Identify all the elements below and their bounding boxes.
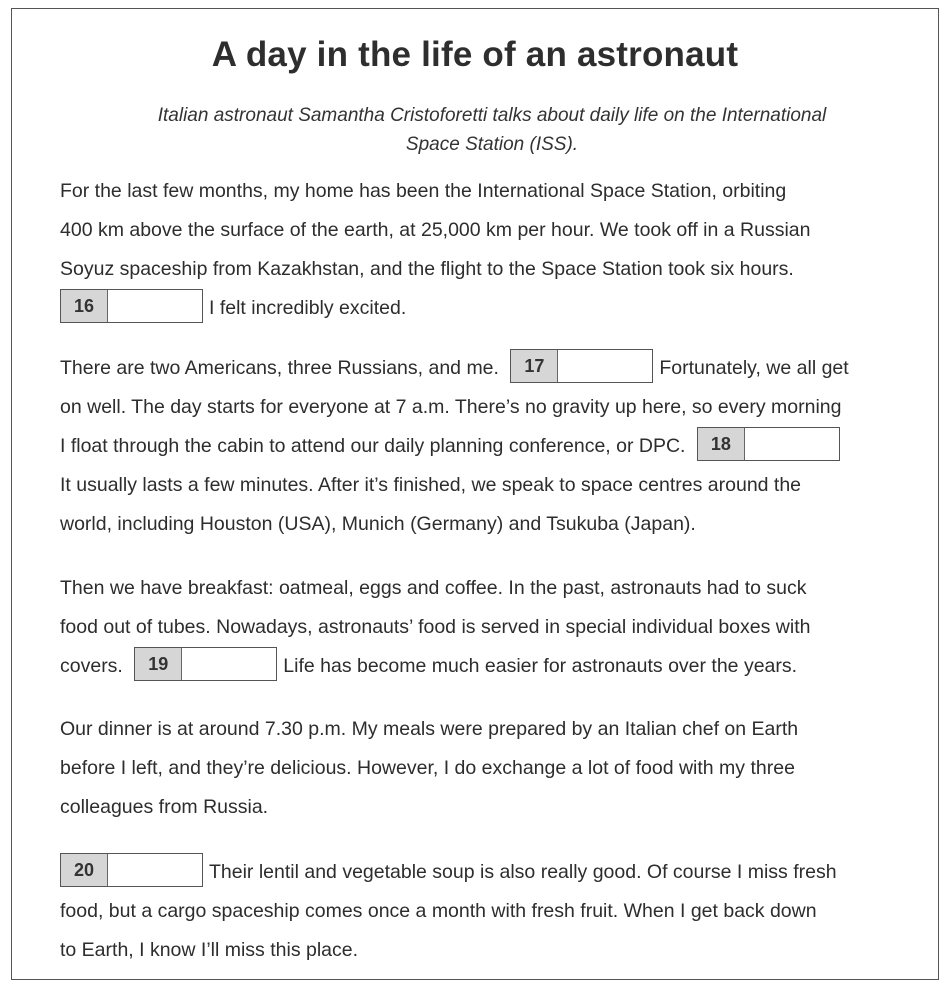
text-line: It usually lasts a few minutes. After it’s finished, we speak to space centres around the (60, 474, 802, 496)
answer-gap-19[interactable] (134, 647, 277, 681)
text-line (60, 427, 930, 466)
gap-answer-box[interactable] (108, 854, 202, 886)
text-fragment: Their lentil and vegetable soup is also really good. Of course I miss fresh (209, 861, 837, 883)
paragraph-4 (60, 710, 930, 827)
page-title: A day in the life of an astronaut (211, 35, 739, 74)
answer-gap-18[interactable] (697, 427, 840, 461)
gap-answer-box[interactable] (182, 648, 276, 680)
text-fragment: I felt incredibly excited. (209, 297, 407, 319)
answer-gap-20[interactable] (60, 853, 203, 887)
subtitle (102, 101, 882, 159)
gap-answer-box[interactable] (558, 350, 652, 382)
subtitle-line: Italian astronaut Samantha Cristoforetti talks about daily life on the International (157, 105, 827, 126)
text-line: For the last few months, my home has been the International Space Station, orbiting (60, 180, 787, 202)
gap-number: 20 (61, 854, 108, 886)
text-line: to Earth, I know I’ll miss this place. (60, 939, 359, 961)
text-line (60, 349, 930, 388)
paragraph-3 (60, 569, 930, 686)
text-line (60, 853, 930, 892)
paragraph-2 (60, 349, 930, 544)
text-fragment: Life has become much easier for astronauts over the years. (283, 655, 798, 677)
gap-number: 16 (61, 290, 108, 322)
gap-number: 18 (698, 428, 745, 460)
paragraph-5 (60, 853, 930, 970)
subtitle-line: Space Station (ISS). (405, 134, 579, 155)
text-fragment: I float through the cabin to attend our daily planning conference, or DPC. (60, 435, 686, 457)
text-line: before I left, and they’re delicious. However, I do exchange a lot of food with my three (60, 757, 795, 779)
gap-number: 19 (135, 648, 182, 680)
text-fragment: Fortunately, we all get (659, 357, 849, 379)
gap-number: 17 (511, 350, 558, 382)
text-line: food out of tubes. Nowadays, astronauts’ food is served in special individual boxes with (60, 616, 811, 638)
text-line: world, including Houston (USA), Munich (Germany) and Tsukuba (Japan). (60, 513, 696, 535)
text-line (60, 289, 930, 328)
answer-gap-17[interactable] (510, 349, 653, 383)
paragraph-1 (60, 172, 930, 328)
text-line (60, 647, 930, 686)
gap-answer-box[interactable] (108, 290, 202, 322)
text-line: on well. The day starts for everyone at 7 a.m. There’s no gravity up here, so every morning (60, 396, 842, 418)
gap-answer-box[interactable] (745, 428, 839, 460)
text-line: 400 km above the surface of the earth, at 25,000 km per hour. We took off in a Russian (60, 219, 811, 241)
text-line: Our dinner is at around 7.30 p.m. My meals were prepared by an Italian chef on Earth (60, 718, 799, 740)
text-fragment: There are two Americans, three Russians, and me. (60, 357, 499, 379)
text-line: colleagues from Russia. (60, 796, 269, 818)
text-line: food, but a cargo spaceship comes once a month with fresh fruit. When I get back down (60, 900, 817, 922)
article-frame (11, 8, 939, 980)
answer-gap-16[interactable] (60, 289, 203, 323)
text-fragment: covers. (60, 655, 123, 677)
text-line: Soyuz spaceship from Kazakhstan, and the flight to the Space Station took six hours. (60, 258, 794, 280)
text-line: Then we have breakfast: oatmeal, eggs and coffee. In the past, astronauts had to suck (60, 577, 807, 599)
